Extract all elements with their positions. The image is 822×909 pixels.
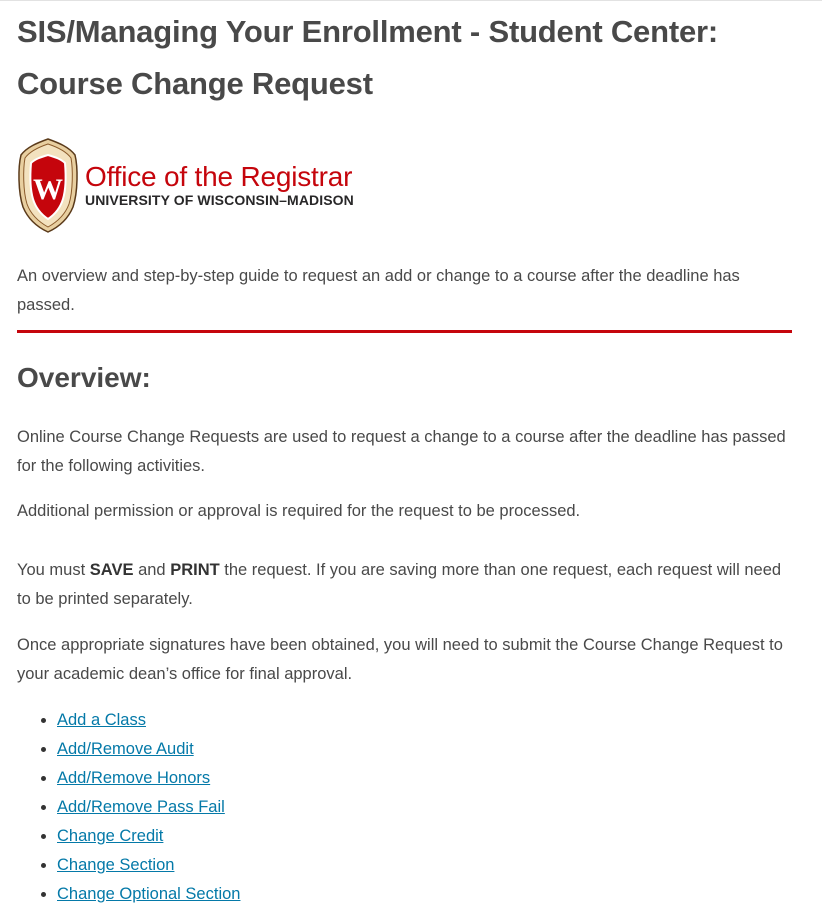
p3-text-c: the request. If you are saving more than one request, each request will need to be printed separately. [17,561,782,608]
overview-paragraph-1: Online Course Change Requests are used to request a change to a course after the deadline has passed for the following activities. [17,428,786,475]
list-item [57,851,792,880]
link-add-remove-audit[interactable]: Add/Remove Audit [57,740,194,758]
save-emphasis: SAVE [89,561,134,579]
crest-letter: W [33,173,63,206]
red-divider [17,330,792,333]
link-add-a-class[interactable]: Add a Class [57,711,146,729]
link-add-remove-pass-fail[interactable]: Add/Remove Pass Fail [57,798,225,816]
page-title: SIS/Managing Your Enrollment - Student Center: Course Change Request [17,14,718,101]
course-change-links [17,706,792,909]
link-change-credit[interactable]: Change Credit [57,827,164,845]
p3-text-a: You must [17,561,90,579]
intro-text: An overview and step-by-step guide to request an add or change to a course after the deadline has passed. [17,267,740,314]
link-add-remove-honors[interactable]: Add/Remove Honors [57,769,211,787]
list-item [57,822,792,851]
uw-crest-icon [17,137,79,233]
list-item [57,793,792,822]
list-item [57,764,792,793]
page-content [17,6,792,909]
overview-paragraph-3 [17,556,792,614]
overview-paragraph-2: Additional permission or approval is required for the request to be processed. [17,502,581,520]
list-item [57,880,792,909]
registrar-logo[interactable] [17,136,792,234]
overview-paragraph-4: Once appropriate signatures have been obtained, you will need to submit the Course Change Request to your academic dean’s office for final approval. [17,636,783,683]
link-change-section[interactable]: Change Section [57,856,175,874]
print-emphasis: PRINT [170,561,220,579]
logo-office-name: Office of the Registrar [85,161,353,192]
logo-university-name: UNIVERSITY OF WISCONSIN–MADISON [85,192,354,208]
link-change-optional-section[interactable]: Change Optional Section [57,885,241,903]
list-item [57,735,792,764]
top-border [0,0,822,1]
list-item [57,706,792,735]
p3-text-b: and [133,561,171,579]
overview-heading: Overview: [17,362,151,393]
